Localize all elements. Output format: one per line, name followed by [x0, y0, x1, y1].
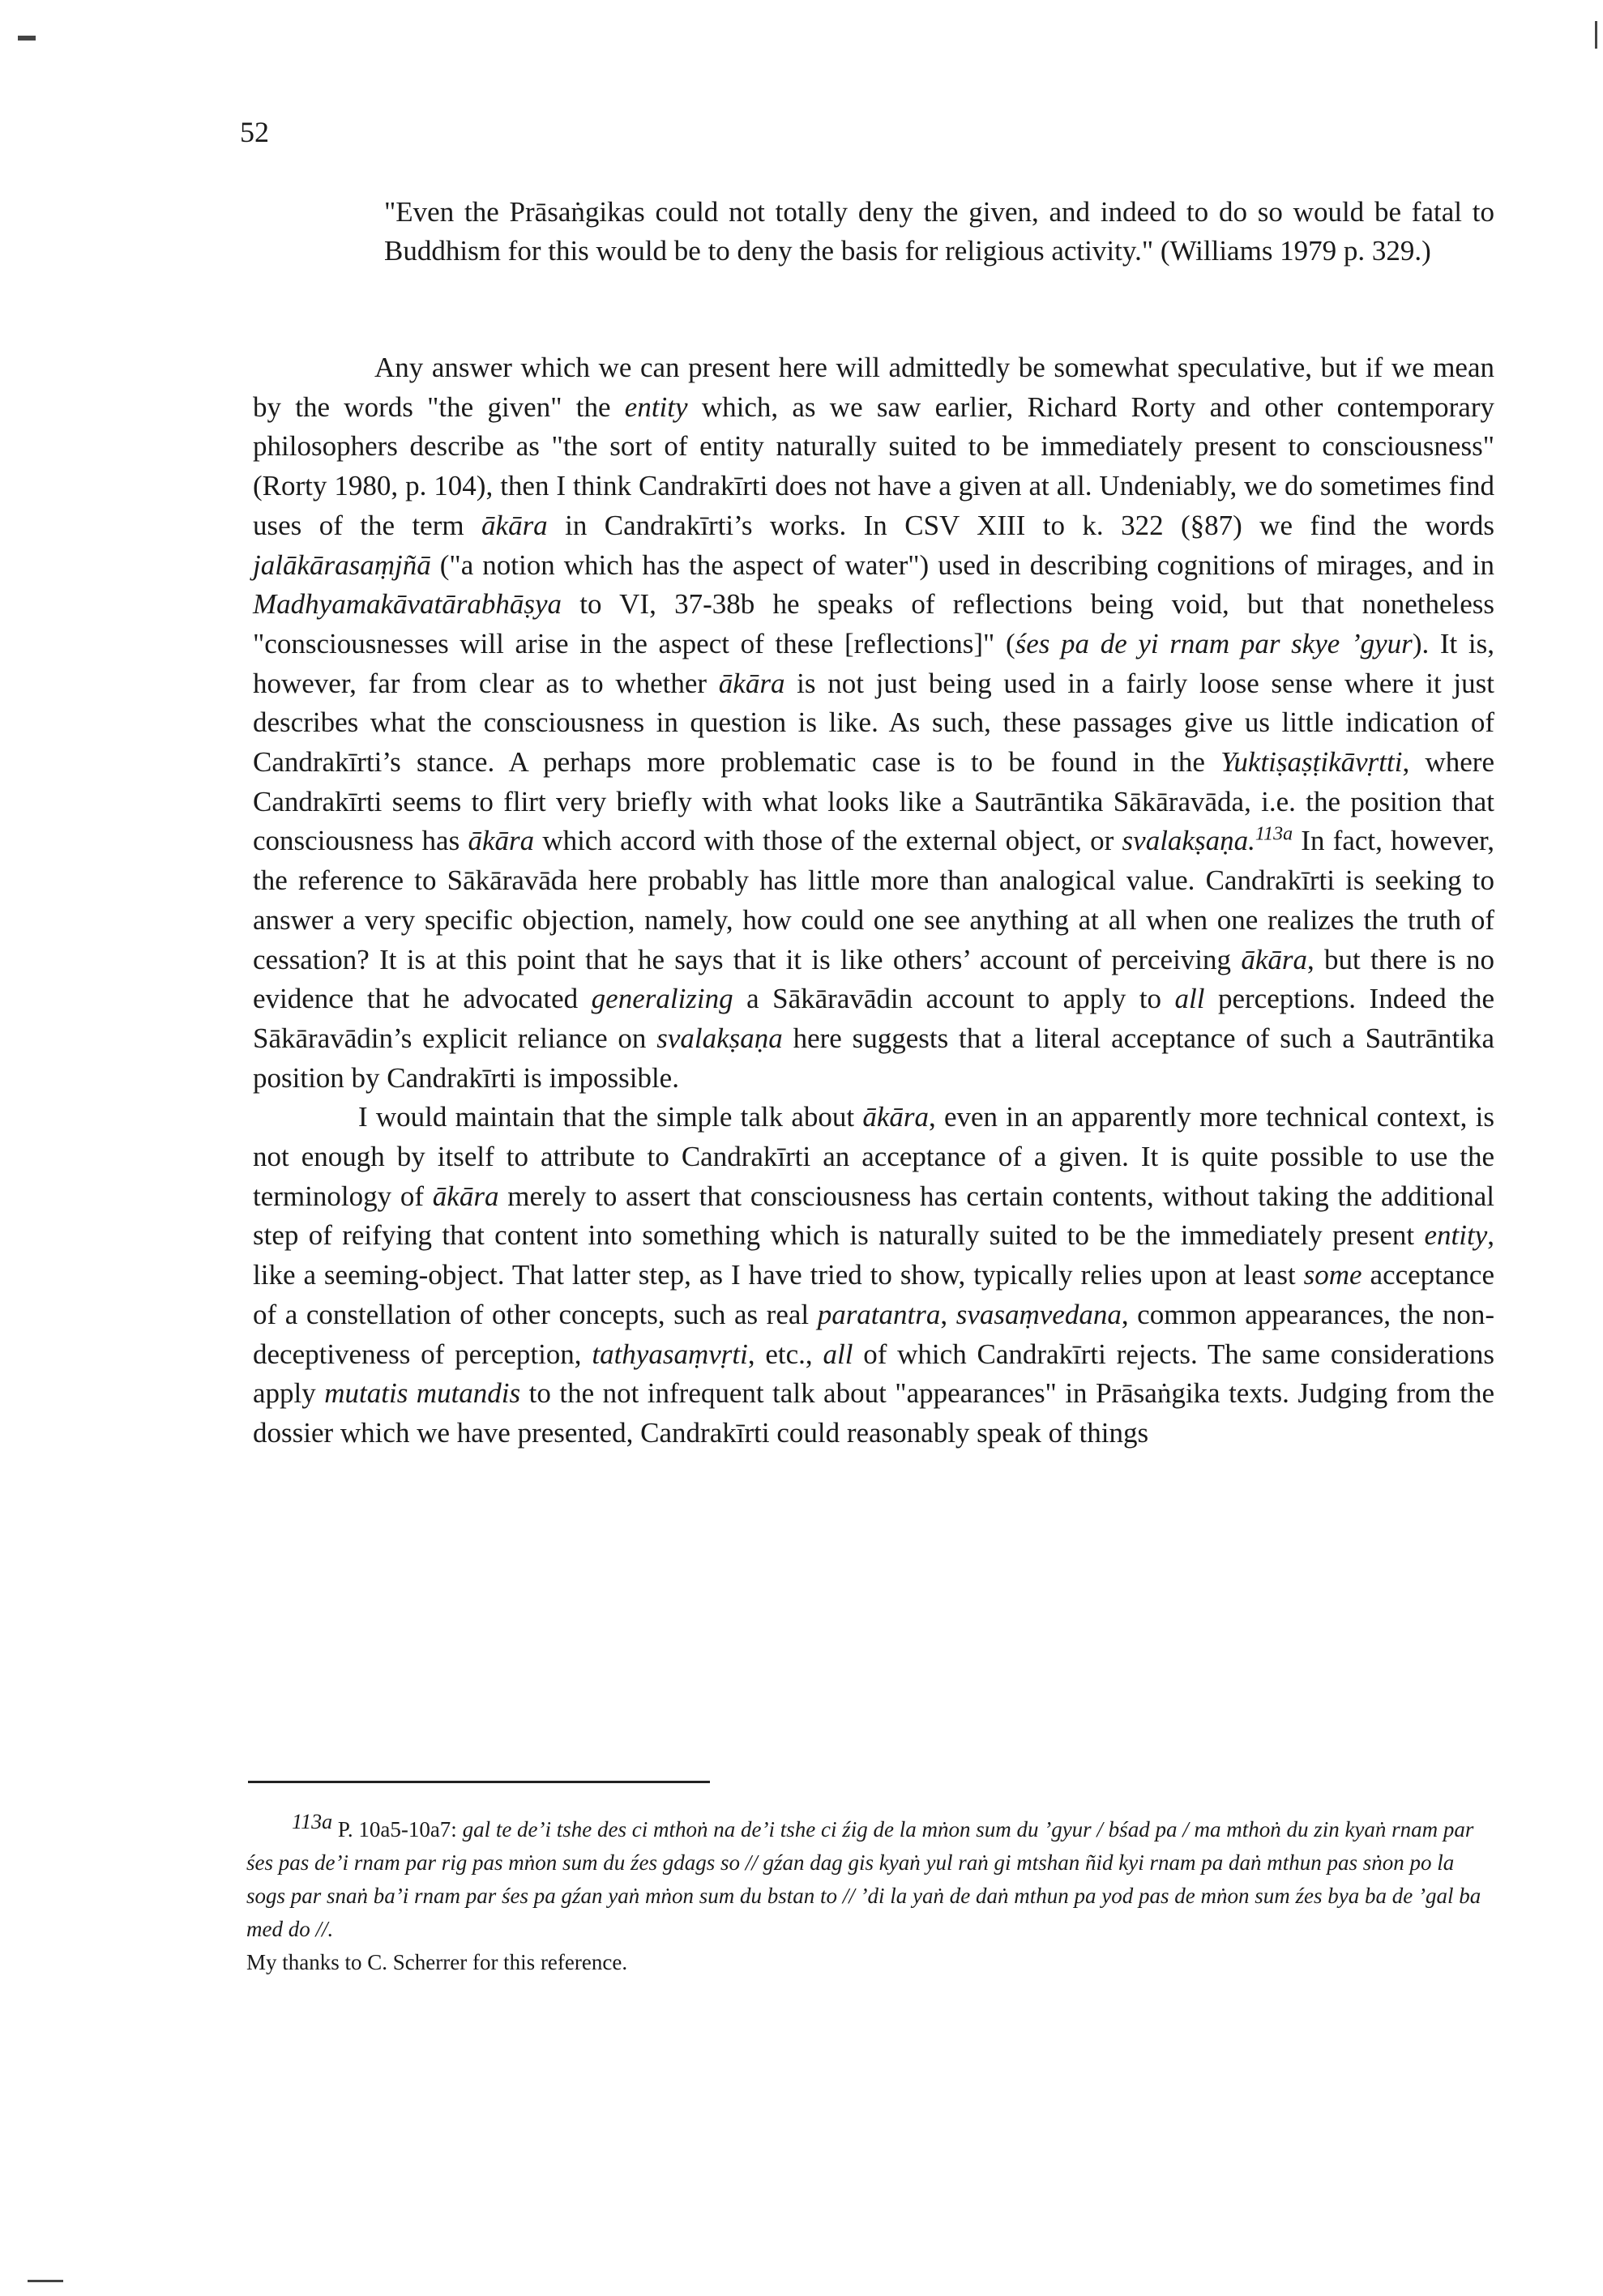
block-quote: "Even the Prāsaṅgikas could not totally deny the given, and indeed to do so would be fatal to Buddhism for this would be to deny the basis for religious activity." (Williams 1979 p. 329.) — [384, 196, 1494, 267]
footnote-body: 113a P. 10a5-10a7: gal te de’i tshe des ci mthoṅ na de’i tshe ci źig de la mṅon sum du ’gyur / bśad pa / ma mthoṅ du zin kyaṅ rnam par śes pas de’i rnam par rig pas mṅon sum du źes gdags so // gźan dag gis kyaṅ yul raṅ gi mtshan ñid kyi rnam pa daṅ mthun pas sṅon po la sogs par snaṅ ba’i rnam par śes pa gźan yaṅ mṅon sum du bstan to // ’di la yaṅ de daṅ mthun pa yod pas de mṅon sum źes bya ba de ’gal ba med do //. — [246, 1810, 1481, 1941]
footnote-reference[interactable]: 113a — [1255, 823, 1293, 845]
paragraph-2: I would maintain that the simple talk about ākāra, even in an apparently more technical context, is not enough by itself to attribute to Candrakīrti an acceptance of a given. It is quite possible to use the terminology of ākāra merely to assert that consciousness has certain contents, without taking the additional step of reifying that content into something which is naturally suited to be the immediately present entity, like a seeming-object. That latter step, as I have tried to show, typically relies upon at least some acceptance of a constellation of other concepts, such as real paratantra, svasaṃvedana, common appearances, the non-deceptiveness of perception, tathyasaṃvṛti, etc., all of which Candrakīrti rejects. The same considerations apply mutatis mutandis to the not infrequent talk about "appearances" in Prāsaṅgika texts. Judging from the dossier which we have presented, Candrakīrti could reasonably speak of things — [253, 1101, 1495, 1449]
footnote-divider — [248, 1781, 710, 1783]
footnote-thanks: My thanks to C. Scherrer for this reference. — [246, 1950, 628, 1974]
paragraph-1: Any answer which we can present here will admittedly be somewhat speculative, but if we mean by the words "the given" the entity which, as we saw earlier, Richard Rorty and other contemporary philosophers describe as "the sort of entity naturally suited to be immediately present to consciousness" (Rorty 1980, p. 104), then I think Candrakīrti does not have a given at all. Undeniably, we do sometimes find uses of the term ākāra in Candrakīrti’s works. In CSV XIII to k. 322 (§87) we find the words jalākārasaṃjñā ("a notion which has the aspect of water") used in describing cognitions of mirages, and in Madhyamakāvatārabhāṣya to VI, 37-38b he speaks of reflections being void, but that nonetheless "consciousnesses will arise in the aspect of these [reflections]" (śes pa de yi rnam par skye ’gyur). It is, however, far from clear as to whether ākāra is not just being used in a fairly loose sense where it just describes what the consciousness in question is like. As such, these passages give us little indication of Candrakīrti’s stance. A perhaps more problematic case is to be found in the Yuktiṣaṣṭikāvṛtti, where Candrakīrti seems to flirt very briefly with what looks like a Sautrāntika Sākāravāda, i.e. the position that consciousness has ākāra which accord with those of the external object, or svalakṣaṇa.$^{113a}$ In fact, however, the reference to Sākāravāda here probably has little more than analogical value. Candrakīrti is seeking to answer a very specific objection, namely, how could one see anything at all when one realizes the truth of cessation? It is at this point that he says that it is like others’ account of perceiving ākāra, but there is no evidence that he advocated generalizing a Sākāravādin account to apply to all perceptions. Indeed the Sākāravādin’s explicit reliance on svalakṣaṇa here suggests that a literal acceptance of such a Sautrāntika position by Candrakīrti is impossible. — [253, 352, 1495, 1094]
scan-mark-top-left — [18, 36, 36, 41]
footnote-marker: 113a — [292, 1810, 333, 1833]
footnote-113a — [246, 1810, 1494, 1979]
footnote-tibetan-text: gal te de’i tshe des ci mthoṅ na de’i tshe ci źig de la mṅon sum du ’gyur / bśad pa / ma mthoṅ du zin kyaṅ rnam par śes pas de’i rnam par rig pas mṅon sum du źes gdags so // gźan dag gis kyaṅ yul raṅ gi mtshan ñid kyi rnam pa daṅ mthun pas sṅon po la sogs par snaṅ ba’i rnam par śes pa gźan yaṅ mṅon sum du bstan to // ’di la yaṅ de daṅ mthun pa yod pas de mṅon sum źes bya ba de ’gal ba med do //. — [246, 1817, 1481, 1941]
page-number: 52 — [240, 116, 269, 148]
scan-mark-top-right — [1595, 21, 1597, 49]
body-text — [253, 348, 1494, 1453]
scan-mark-bottom-left — [28, 2280, 63, 2282]
